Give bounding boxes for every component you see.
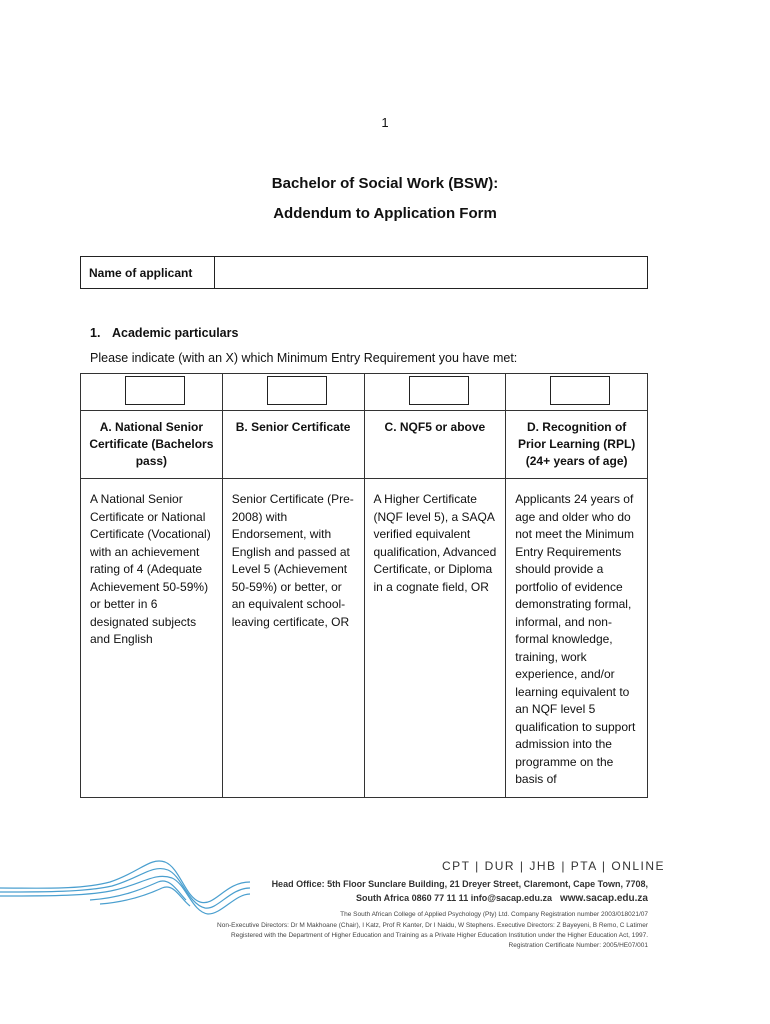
- footer-website-link[interactable]: www.sacap.edu.za: [560, 893, 648, 904]
- requirement-c-description: A Higher Certificate (NQF level 5), a SAQA verified equivalent qualification, Advanced Certificate, or Diploma in a cognate field, OR: [373, 492, 497, 594]
- footer-registration: The South African College of Applied Psychology (Pty) Ltd. Company Registration number 2003/018021/07: [340, 911, 648, 918]
- page-number: 1: [381, 115, 389, 130]
- footer-phone-email: South Africa 0860 77 11 11 info@sacap.edu.za: [355, 893, 552, 903]
- requirement-b-description: Senior Certificate (Pre- 2008) with Endorsement, with English and passed at Level 5 (Achievement 50-59%) or better, or an equivalent school-leaving certificate, OR: [231, 492, 354, 629]
- requirement-c-checkbox[interactable]: [409, 376, 469, 405]
- requirement-d-checkbox[interactable]: [550, 376, 610, 405]
- wave-logo-icon: [0, 852, 250, 922]
- requirement-a-checkbox[interactable]: [125, 376, 185, 405]
- footer-campuses: CPT | DUR | JHB | PTA | ONLINE: [442, 859, 666, 873]
- document-title: Bachelor of Social Work (BSW):: [271, 175, 499, 192]
- checkbox-cell: [223, 374, 364, 411]
- requirement-a-heading: A. National Senior Certificate (Bachelors pass): [81, 411, 222, 479]
- requirement-c-heading: C. NQF5 or above: [365, 411, 506, 479]
- document-subtitle: Addendum to Application Form: [273, 205, 497, 222]
- section-title: Academic particulars: [112, 326, 239, 340]
- requirement-d-description: Applicants 24 years of age and older who do not meet the Minimum Entry Requirements should provide a portfolio of evidence demonstrating formal, informal, and non-formal knowledge, training, work experience, and/or learning equivalent to an NQF level 5 qualification to support admission into the programme on the basis of: [515, 492, 636, 786]
- requirement-b-checkbox[interactable]: [267, 376, 327, 405]
- requirement-column-a: [81, 374, 223, 797]
- checkbox-cell: [506, 374, 647, 411]
- requirement-column-b: [223, 374, 365, 797]
- footer-directors: Non-Executive Directors: Dr M Makhoane (Chair), I Katz, Prof R Kanter, Dr I Naidu, W Stephens. Executive Directors: Z Bayeyeni, B Remo, C Latimer: [217, 922, 648, 929]
- requirement-b-heading: B. Senior Certificate: [223, 411, 364, 479]
- section-number: 1.: [90, 326, 101, 340]
- footer-accreditation: Registered with the Department of Higher Education and Training as a Private Higher Education Institution under the Higher Education Act, 1997.: [231, 932, 648, 939]
- checkbox-cell: [81, 374, 222, 411]
- requirement-column-d: [506, 374, 647, 797]
- applicant-name-field[interactable]: [215, 257, 647, 288]
- applicant-name-label: Name of applicant: [81, 257, 215, 288]
- requirement-d-heading: D. Recognition of Prior Learning (RPL) (24+ years of age): [506, 411, 647, 479]
- requirement-a-description: A National Senior Certificate or National Certificate (Vocational) with an achievement rating of 4 (Adequate Achievement 50-59%) or better in 6 designated subjects and English: [90, 492, 211, 646]
- section-instruction: Please indicate (with an X) which Minimum Entry Requirement you have met:: [90, 351, 518, 365]
- footer-certificate-number: Registration Certificate Number: 2005/HE07/001: [508, 942, 648, 949]
- footer-office-address: Head Office: 5th Floor Sunclare Building, 21 Dreyer Street, Claremont, Cape Town, 7708,: [271, 879, 648, 889]
- applicant-name-table: [80, 256, 648, 289]
- section-heading: [90, 326, 238, 340]
- entry-requirements-table: [80, 373, 648, 798]
- requirement-column-c: [365, 374, 507, 797]
- footer-contact: [356, 893, 648, 904]
- checkbox-cell: [365, 374, 506, 411]
